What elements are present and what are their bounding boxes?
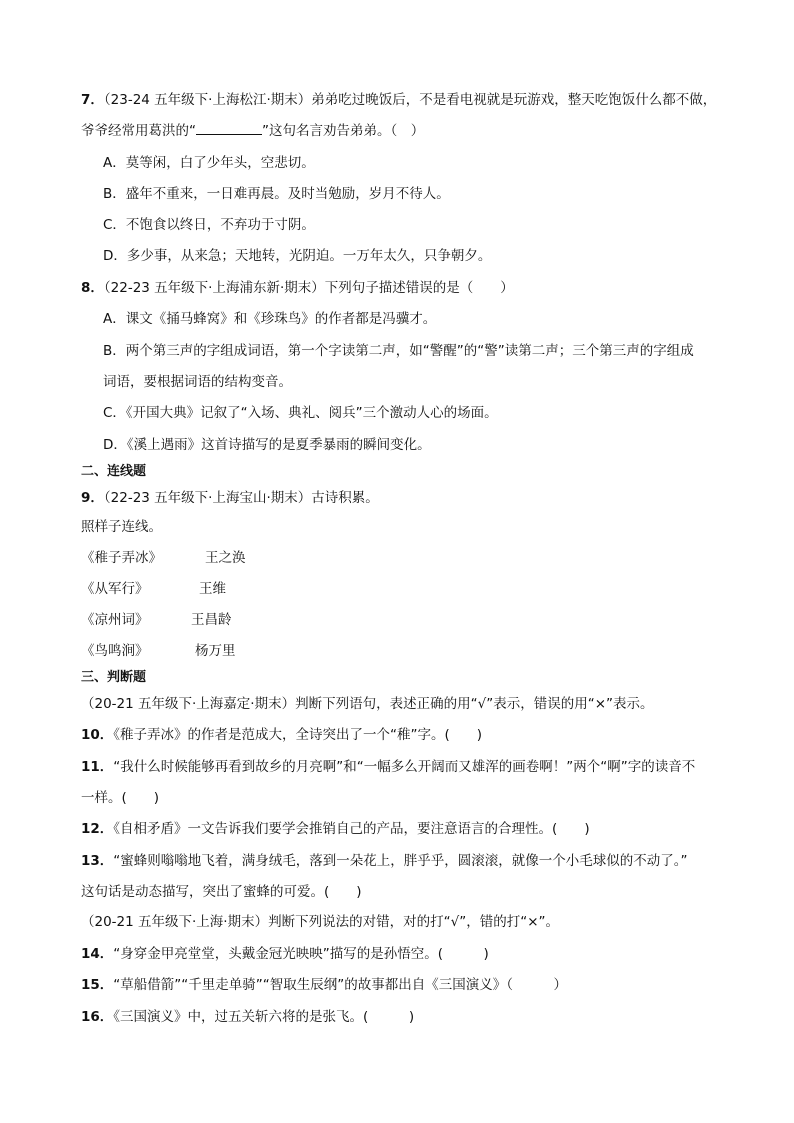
question-text: “我什么时候能够再看到故乡的月亮啊”和“一幅多么开阔而又雄浑的画卷啊！”两个“啊”字的读音不 bbox=[113, 759, 696, 775]
question-9-line1 bbox=[81, 489, 379, 507]
question-stem-end: ”这句名言劝告弟弟。（ ） bbox=[262, 123, 425, 139]
judge-group-intro bbox=[81, 695, 654, 713]
question-source: （20-21 五年级下·上海嘉定·期末） bbox=[81, 696, 296, 712]
question-11-line1 bbox=[81, 758, 695, 776]
question-stem: 下列句子描述错误的是（ ） bbox=[324, 280, 514, 296]
poem-title[interactable]: 《鸟鸣涧》 bbox=[81, 643, 149, 659]
question-source: （22-23 五年级下·上海宝山·期末） bbox=[103, 490, 312, 506]
question-number: 15． bbox=[81, 977, 114, 993]
poet-name[interactable]: 王之涣 bbox=[205, 550, 246, 566]
question-number: 13． bbox=[81, 853, 114, 869]
group-instruction: 判断下列语句，表述正确的用“√”表示，错误的用“×”表示。 bbox=[295, 696, 654, 712]
question-number: 10． bbox=[81, 727, 114, 743]
question-number: 12． bbox=[81, 821, 114, 837]
question-11-line2: 一样。( ) bbox=[81, 790, 160, 806]
question-stem: 古诗积累。 bbox=[311, 490, 379, 506]
question-text: 《稚子弄冰》的作者是范成大，全诗突出了一个“稚”字。( ) bbox=[113, 727, 483, 743]
question-13-line1 bbox=[81, 852, 688, 870]
question-text: “草船借箭”“千里走单骑”“智取生辰纲”的故事都出自《三国演义》（ ） bbox=[113, 977, 568, 993]
poet-name[interactable]: 杨万里 bbox=[195, 643, 236, 659]
question-number: 11． bbox=[81, 759, 114, 775]
poet-name[interactable]: 王维 bbox=[199, 581, 226, 597]
question-number: 7． bbox=[81, 92, 104, 108]
section-heading: 三、判断题 bbox=[81, 670, 147, 685]
question-7-line1 bbox=[81, 91, 716, 109]
instruction: 照样子连线。 bbox=[81, 519, 162, 535]
question-14 bbox=[81, 945, 489, 963]
question-7-line2 bbox=[81, 122, 424, 140]
question-text: 《三国演义》中，过五关斩六将的是张飞。( ) bbox=[113, 1009, 415, 1025]
poet-name[interactable]: 王昌龄 bbox=[191, 612, 232, 628]
question-text: “蜜蜂则嗡嗡地飞着，满身绒毛，落到一朵花上，胖乎乎，圆滚滚，就像一个小毛球似的不动了。” bbox=[113, 853, 688, 869]
question-8-line1 bbox=[81, 279, 514, 297]
question-number: 8． bbox=[81, 280, 104, 296]
question-12 bbox=[81, 820, 590, 838]
question-source: （23-24 五年级下·上海松江·期末） bbox=[103, 92, 312, 108]
option-b-continued: 词语，要根据词语的结构变音。 bbox=[103, 374, 292, 390]
question-text: “身穿金甲亮堂堂，头戴金冠光映映”描写的是孙悟空。( ) bbox=[113, 946, 489, 962]
question-number: 16． bbox=[81, 1009, 114, 1025]
question-number: 9． bbox=[81, 490, 104, 506]
question-15 bbox=[81, 976, 567, 994]
question-number: 14． bbox=[81, 946, 114, 962]
poem-title[interactable]: 《凉州词》 bbox=[81, 612, 149, 628]
question-10 bbox=[81, 726, 482, 744]
option-c: C．不饱食以终日，不弃功于寸阴。 bbox=[103, 217, 315, 233]
question-source: （22-23 五年级下·上海浦东新·期末） bbox=[103, 280, 325, 296]
option-d: D．多少事，从来急；天地转，光阴迫。一万年太久，只争朝夕。 bbox=[103, 248, 492, 264]
option-b: B．盛年不重来，一日难再晨。及时当勉励，岁月不待人。 bbox=[103, 186, 450, 202]
fill-in-blank[interactable] bbox=[196, 122, 262, 135]
question-text: 《自相矛盾》一文告诉我们要学会推销自己的产品，要注意语言的合理性。( ) bbox=[113, 821, 590, 837]
poem-title[interactable]: 《从军行》 bbox=[81, 581, 149, 597]
poem-title[interactable]: 《稚子弄冰》 bbox=[81, 550, 162, 566]
option-b: B．两个第三声的字组成词语，第一个字读第二声，如“警醒”的“警”读第二声；三个第三声的字组成 bbox=[103, 343, 694, 359]
question-stem-continued: 爷爷经常用葛洪的“ bbox=[81, 123, 196, 139]
section-heading: 二、连线题 bbox=[81, 464, 147, 479]
judge-group-intro bbox=[81, 913, 559, 931]
question-13-line2: 这句话是动态描写，突出了蜜蜂的可爱。( ) bbox=[81, 884, 362, 900]
question-stem: 弟弟吃过晚饭后，不是看电视就是玩游戏，整天吃饱饭什么都不做， bbox=[311, 92, 717, 108]
option-d: D．《溪上遇雨》这首诗描写的是夏季暴雨的瞬间变化。 bbox=[103, 437, 431, 453]
question-source: （20-21 五年级下·上海·期末） bbox=[81, 914, 269, 930]
option-c: C．《开国大典》记叙了“入场、典礼、阅兵”三个激动人心的场面。 bbox=[103, 405, 498, 421]
option-a: A．莫等闲，白了少年头，空悲切。 bbox=[103, 155, 315, 171]
group-instruction: 判断下列说法的对错，对的打“√”，错的打“×”。 bbox=[268, 914, 559, 930]
question-16 bbox=[81, 1008, 414, 1026]
option-a: A．课文《捅马蜂窝》和《珍珠鸟》的作者都是冯骥才。 bbox=[103, 311, 437, 327]
